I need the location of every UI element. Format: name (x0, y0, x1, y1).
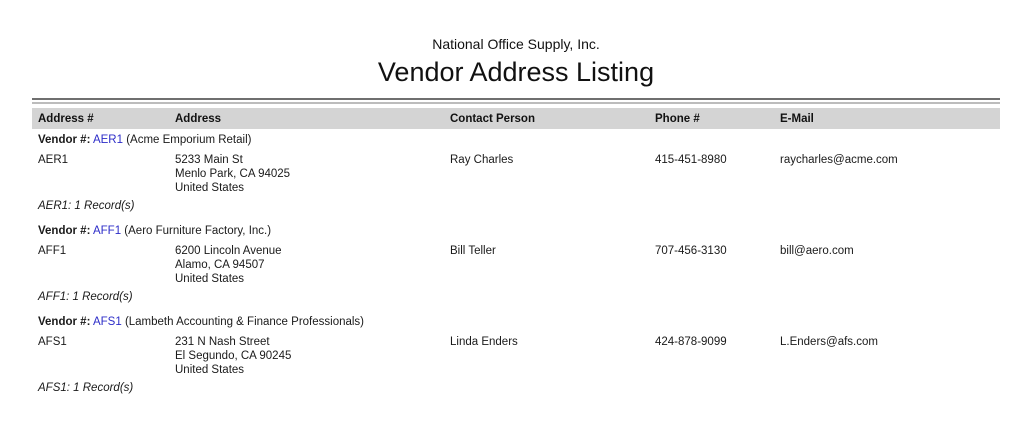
table-row (32, 153, 1000, 195)
group-record-count: AER1: 1 Record(s) (38, 200, 135, 212)
vendor-number-label: Vendor #: (38, 134, 91, 146)
address-cell (175, 335, 450, 377)
phone-cell: 415-451-8980 (655, 154, 727, 166)
table-row (32, 244, 1000, 286)
address-code-cell: AFF1 (38, 245, 67, 257)
vendor-code-link[interactable]: AER1 (92, 134, 124, 146)
address-line-country: United States (175, 182, 245, 194)
address-line-country: United States (175, 364, 245, 376)
contact-person-cell: Ray Charles (450, 154, 514, 166)
address-line-country: United States (175, 273, 245, 285)
group-record-count: AFS1: 1 Record(s) (38, 382, 134, 394)
table-row (32, 335, 1000, 377)
email-cell: raycharles@acme.com (780, 154, 898, 166)
email-cell: L.Enders@afs.com (780, 336, 878, 348)
report-title: Vendor Address Listing (377, 57, 655, 87)
company-name: National Office Supply, Inc. (432, 36, 600, 52)
group-record-count: AFF1: 1 Record(s) (38, 291, 133, 303)
vendor-group-aer1 (32, 133, 1000, 213)
address-line-city: El Segundo, CA 90245 (175, 350, 292, 362)
vendor-group-header (32, 315, 1000, 330)
vendor-code-link[interactable]: AFS1 (92, 316, 122, 328)
vendor-group-aff1 (32, 224, 1000, 304)
vendor-code-link[interactable]: AFF1 (92, 225, 122, 237)
column-header-email: E-Mail (780, 112, 814, 125)
vendor-address-report (32, 36, 1000, 395)
vendor-name: (Aero Furniture Factory, Inc.) (124, 225, 272, 237)
vendor-name: (Lambeth Accounting & Finance Professionals) (124, 316, 365, 328)
column-header-address: Address (175, 112, 222, 125)
header-rule-dark (32, 98, 1000, 100)
phone-cell: 707-456-3130 (655, 245, 727, 257)
address-cell (175, 244, 450, 286)
address-code-cell: AFS1 (38, 336, 67, 348)
address-line-city: Alamo, CA 94507 (175, 259, 265, 271)
table-header-row (32, 108, 1000, 129)
vendor-name: (Acme Emporium Retail) (126, 134, 252, 146)
address-line-street: 231 N Nash Street (175, 336, 270, 348)
address-line-street: 6200 Lincoln Avenue (175, 245, 282, 257)
header-rule-light (32, 102, 1000, 104)
vendor-group-afs1 (32, 315, 1000, 395)
vendor-group-header (32, 133, 1000, 148)
email-cell: bill@aero.com (780, 245, 854, 257)
column-header-phone: Phone # (655, 112, 700, 125)
report-page (0, 36, 1033, 438)
address-line-street: 5233 Main St (175, 154, 243, 166)
phone-cell: 424-878-9099 (655, 336, 727, 348)
contact-person-cell: Bill Teller (450, 245, 496, 257)
address-line-city: Menlo Park, CA 94025 (175, 168, 291, 180)
column-header-address-number: Address # (38, 112, 94, 125)
vendor-group-header (32, 224, 1000, 239)
address-cell (175, 153, 450, 195)
contact-person-cell: Linda Enders (450, 336, 518, 348)
address-code-cell: AER1 (38, 154, 69, 166)
vendor-number-label: Vendor #: (38, 225, 91, 237)
column-header-contact-person: Contact Person (450, 112, 535, 125)
vendor-number-label: Vendor #: (38, 316, 91, 328)
